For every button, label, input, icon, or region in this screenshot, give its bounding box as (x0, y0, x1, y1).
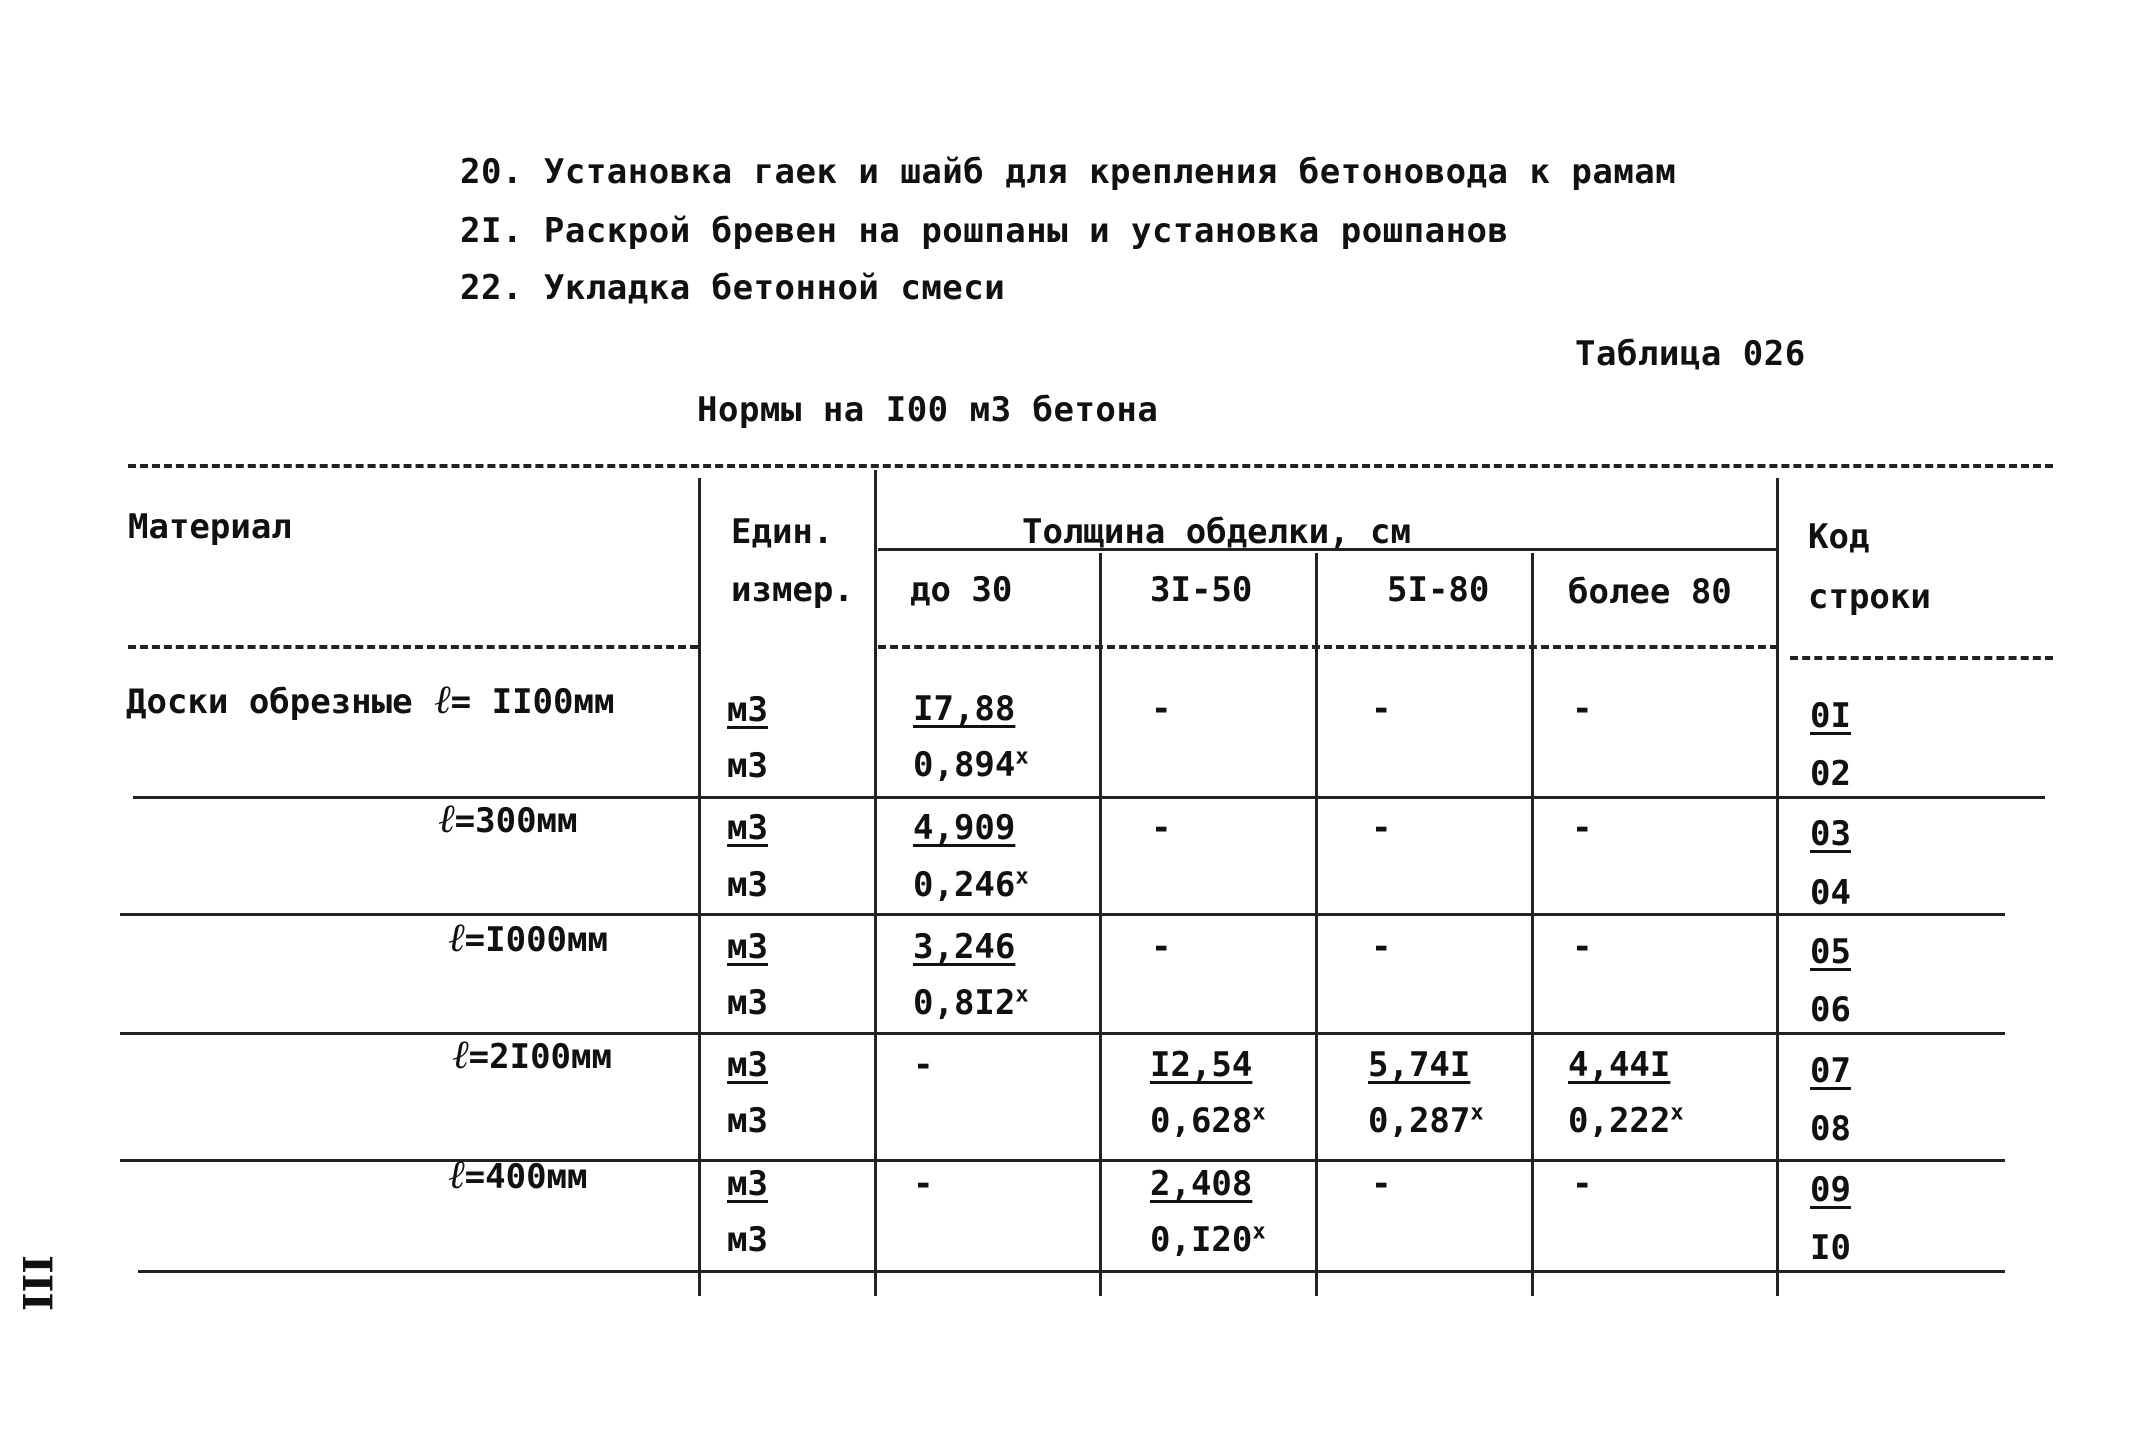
cell-value-secondary: 0,894$^x$ (913, 744, 1029, 785)
cell-value-secondary: 0,I20$^x$ (1150, 1219, 1266, 1260)
cell-dash: - (1371, 1164, 1392, 1204)
cell-dash: - (913, 1164, 934, 1204)
item-22: 22. Укладка бетонной смеси (460, 268, 1006, 308)
row-unit-2: м3 (727, 865, 768, 905)
cell-value: 5,74I (1368, 1045, 1471, 1085)
page-number: III (13, 1255, 60, 1312)
table-title: Нормы на I00 м3 бетона (697, 390, 1159, 430)
cell-dash: - (1572, 927, 1593, 967)
item-21: 2I. Раскрой бревен на рошпаны и установка рошпанов (460, 211, 1509, 251)
row-material: Доски обрезные (126, 682, 413, 722)
row-code-2: 06 (1810, 990, 1851, 1030)
item-20: 20. Установка гаек и шайб для крепления бетоновода к рамам (460, 152, 1677, 192)
row-length: ℓ=I000мм (448, 915, 608, 961)
row-unit-2: м3 (727, 1220, 768, 1260)
cell-value: 3,246 (913, 927, 1016, 967)
row-unit-1: м3 (727, 1045, 768, 1085)
row-length: ℓ=400мм (448, 1152, 588, 1198)
header-col-1: до 30 (910, 570, 1013, 610)
row-code-2: 08 (1810, 1109, 1851, 1149)
row-code-2: 02 (1810, 754, 1851, 794)
cell-value-secondary: 0,8I2$^x$ (913, 982, 1029, 1023)
row-code-1: 0I (1810, 696, 1851, 736)
cell-value: 4,909 (913, 808, 1016, 848)
row-unit-1: м3 (727, 927, 768, 967)
row-code-2: 04 (1810, 873, 1851, 913)
row-code-1: 09 (1810, 1170, 1851, 1210)
cell-dash: - (1151, 808, 1172, 848)
cell-dash: - (1572, 1164, 1593, 1204)
cell-dash: - (1572, 689, 1593, 729)
header-code-line2: строки (1808, 577, 1931, 617)
cell-value-secondary: 0,222$^x$ (1568, 1100, 1684, 1141)
cell-value: 4,44I (1568, 1045, 1671, 1085)
cell-dash: - (1151, 927, 1172, 967)
cell-value-secondary: 0,287$^x$ (1368, 1100, 1484, 1141)
cell-dash: - (1151, 689, 1172, 729)
cell-value: I2,54 (1150, 1045, 1253, 1085)
row-code-1: 03 (1810, 814, 1851, 854)
cell-dash: - (913, 1045, 934, 1085)
row-unit-2: м3 (727, 1101, 768, 1141)
row-code-1: 07 (1810, 1051, 1851, 1091)
header-col-3: 5I-80 (1387, 570, 1490, 610)
cell-dash: - (1572, 808, 1593, 848)
header-code-line1: Код (1808, 517, 1870, 557)
header-col-4: более 80 (1568, 572, 1732, 612)
row-length: ℓ= II00мм (434, 677, 615, 723)
row-code-1: 05 (1810, 932, 1851, 972)
row-unit-1: м3 (727, 690, 768, 730)
cell-value-secondary: 0,628$^x$ (1150, 1100, 1266, 1141)
row-unit-1: м3 (727, 1164, 768, 1204)
header-unit-line2: измер. (731, 570, 854, 610)
header-unit-line1: Един. (731, 512, 834, 552)
row-code-2: I0 (1810, 1228, 1851, 1268)
row-length: ℓ=300мм (438, 796, 578, 842)
cell-dash: - (1371, 927, 1392, 967)
row-unit-1: м3 (727, 808, 768, 848)
header-thickness: Толщина обделки, см (1022, 512, 1411, 552)
cell-value: 2,408 (1150, 1164, 1253, 1204)
cell-value: I7,88 (913, 689, 1016, 729)
row-unit-2: м3 (727, 746, 768, 786)
cell-dash: - (1371, 689, 1392, 729)
cell-dash: - (1371, 808, 1392, 848)
header-material: Материал (128, 507, 292, 547)
cell-value-secondary: 0,246$^x$ (913, 864, 1029, 905)
row-unit-2: м3 (727, 983, 768, 1023)
table-label: Таблица 026 (1575, 334, 1806, 374)
row-length: ℓ=2I00мм (452, 1032, 612, 1078)
header-col-2: 3I-50 (1150, 570, 1253, 610)
